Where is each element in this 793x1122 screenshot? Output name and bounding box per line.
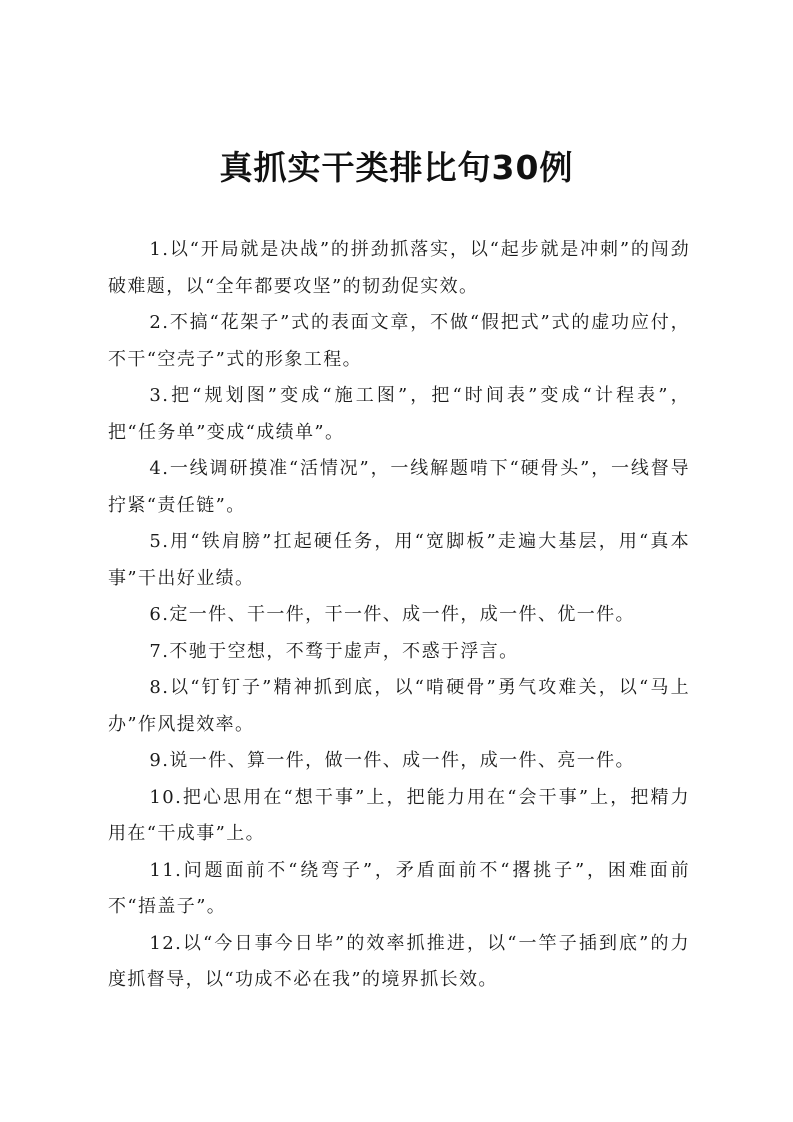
paragraph-10: 10.把心思用在“想干事”上，把能力用在“会干事”上，把精力用在“干成事”上。 xyxy=(108,786,690,844)
document-body xyxy=(108,232,690,999)
paragraph-1: 1.以“开局就是决战”的拼劲抓落实，以“起步就是冲刺”的闯劲破难题，以“全年都要攻坚”的韧劲促实效。 xyxy=(108,239,690,297)
paragraph-12: 12.以“今日事今日毕”的效率抓推进，以“一竿子插到底”的力度抓督导，以“功成不必在我”的境界抓长效。 xyxy=(108,932,690,990)
paragraph-5: 5.用“铁肩膀”扛起硬任务，用“宽脚板”走遍大基层，用“真本事”干出好业绩。 xyxy=(108,531,690,589)
paragraph-2: 2.不搞“花架子”式的表面文章，不做“假把式”式的虚功应付，不干“空壳子”式的形象工程。 xyxy=(108,312,690,370)
paragraph-11: 11.问题面前不“绕弯子”，矛盾面前不“撂挑子”，困难面前不“捂盖子”。 xyxy=(108,859,690,917)
paragraph-8: 8.以“钉钉子”精神抓到底，以“啃硬骨”勇气攻难关，以“马上办”作风提效率。 xyxy=(108,677,690,735)
paragraph-7: 7.不驰于空想，不骛于虚声，不惑于浮言。 xyxy=(149,640,519,662)
paragraph-4: 4.一线调研摸准“活情况”，一线解题啃下“硬骨头”，一线督导拧紧“责任链”。 xyxy=(108,458,690,516)
paragraph-6: 6.定一件、干一件，干一件、成一件，成一件、优一件。 xyxy=(149,604,635,625)
paragraph-3: 3.把“规划图”变成“施工图”，把“时间表”变成“计程表”，把“任务单”变成“成绩单”。 xyxy=(108,385,690,443)
paragraph-9: 9.说一件、算一件，做一件、成一件，成一件、亮一件。 xyxy=(149,750,635,771)
document-title: 真抓实干类排比句30例 xyxy=(219,148,574,187)
